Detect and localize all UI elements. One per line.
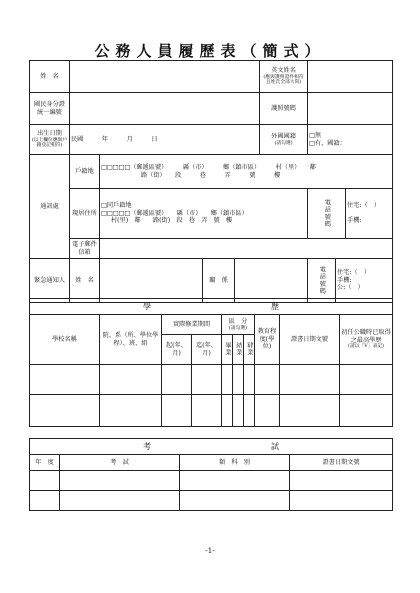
- same-as-household-checkbox[interactable]: □同戶籍地: [101, 201, 132, 209]
- emergency-relation-label: 關 係: [203, 259, 235, 303]
- passport-label: 護照號碼: [260, 93, 308, 125]
- exam-year-cell[interactable]: [30, 491, 60, 511]
- period-from-cell[interactable]: [162, 395, 192, 427]
- page-title: 公務人員履歷表（簡式）: [94, 42, 326, 60]
- education-table: [29, 298, 393, 427]
- completed-cell[interactable]: [233, 365, 244, 395]
- completed-header: 結業: [233, 335, 244, 365]
- current-address-field[interactable]: [100, 189, 308, 239]
- highest-education-cell[interactable]: [340, 395, 393, 427]
- foreign-label: 外國國籍 (請勾選): [260, 125, 308, 155]
- graduated-cell[interactable]: [222, 365, 233, 395]
- home-phone-field[interactable]: 住宅:（ ）: [347, 201, 381, 209]
- household-address-line1: □□□□□（郵遞區號） 縣（市） 鄉（鎮市區） 村（里） 鄰: [101, 163, 316, 171]
- household-address-line2: 路（街） 段 巷 弄 號 樓: [141, 171, 281, 179]
- emergency-name-label: 姓 名: [70, 259, 100, 303]
- birth-label: 出生日期 (以上欄位應與戶籍登記相符): [30, 125, 70, 155]
- dropped-cell[interactable]: [244, 395, 255, 427]
- exam-section-header: 考 試: [30, 439, 393, 455]
- highest-education-cell[interactable]: [340, 365, 393, 395]
- foreign-yes-checkbox[interactable]: □有，國籍：: [309, 139, 346, 147]
- english-name-field[interactable]: [308, 61, 393, 93]
- education-cert-cell[interactable]: [280, 365, 340, 395]
- period-from-cell[interactable]: [162, 365, 192, 395]
- period-to-cell[interactable]: [192, 395, 222, 427]
- emergency-name-field[interactable]: [100, 259, 203, 303]
- passport-field[interactable]: [308, 93, 393, 125]
- current-address-line2: 村(里) 鄰 路(街) 段 巷 弄 號 樓: [111, 217, 233, 225]
- period-to-cell[interactable]: [192, 365, 222, 395]
- exam-year-header: 年 度: [30, 455, 60, 471]
- current-address-label: 現居住所: [70, 189, 100, 239]
- department-header: 院、系（所、學位學程）、班、組: [100, 315, 162, 365]
- current-address-line1: □□□□□（郵遞區號） 縣（市） 鄉（鎮市區）: [101, 209, 248, 217]
- education-section-header: 學 歷: [30, 299, 393, 315]
- foreign-options[interactable]: [308, 125, 393, 155]
- phone-fields[interactable]: [346, 189, 393, 239]
- completed-cell[interactable]: [233, 395, 244, 427]
- education-level-header: 教育程度(學位): [255, 315, 280, 365]
- exam-cert-cell[interactable]: [290, 491, 393, 511]
- education-cert-cell[interactable]: [280, 395, 340, 427]
- study-period-header: 實際修業期間: [162, 315, 222, 335]
- page-number: -1-: [205, 547, 215, 555]
- department-cell[interactable]: [100, 365, 162, 395]
- dropped-cell[interactable]: [244, 365, 255, 395]
- exam-name-cell[interactable]: [60, 471, 180, 491]
- exam-cert-cell[interactable]: [290, 471, 393, 491]
- exam-row: [30, 491, 393, 511]
- id-field[interactable]: [70, 93, 260, 125]
- mobile-phone-field[interactable]: 手機:: [347, 217, 362, 225]
- education-row: [30, 365, 393, 395]
- graduated-header: 畢業: [222, 335, 233, 365]
- birth-field[interactable]: 民國 年 月 日: [70, 125, 260, 155]
- basic-info-table: [29, 60, 393, 303]
- emergency-home-phone[interactable]: 住宅:（ ）: [337, 268, 371, 276]
- exam-row: [30, 471, 393, 491]
- status-header: 區 分 (請勾選): [222, 315, 255, 335]
- phone-label: 電話號碼: [308, 189, 346, 239]
- education-cert-header: 證書日期文號: [280, 315, 340, 365]
- school-name-cell[interactable]: [30, 365, 100, 395]
- household-label: 戶籍地: [70, 155, 100, 189]
- emergency-office-phone[interactable]: 公:（ ）: [337, 284, 364, 292]
- household-address-field[interactable]: [100, 155, 393, 189]
- emergency-mobile-phone[interactable]: 手機:: [337, 276, 352, 284]
- exam-name-cell[interactable]: [60, 491, 180, 511]
- email-label: 電子郵件信箱: [70, 239, 100, 259]
- education-level-cell[interactable]: [255, 365, 280, 395]
- emergency-phone-label: 電話號碼: [308, 259, 336, 303]
- exam-table: [29, 438, 393, 511]
- exam-year-cell[interactable]: [30, 471, 60, 491]
- school-name-cell[interactable]: [30, 395, 100, 427]
- dropped-header: 肄業: [244, 335, 255, 365]
- name-label: 姓 名: [30, 61, 70, 93]
- exam-category-cell[interactable]: [180, 471, 290, 491]
- school-name-header: 學校名稱: [30, 315, 100, 365]
- education-row: [30, 395, 393, 427]
- name-field[interactable]: [70, 61, 260, 93]
- id-label: 國民身分證統一編號: [30, 93, 70, 125]
- exam-category-header: 類 科 別: [180, 455, 290, 471]
- education-level-cell[interactable]: [255, 395, 280, 427]
- exam-category-cell[interactable]: [180, 491, 290, 511]
- graduated-cell[interactable]: [222, 395, 233, 427]
- emergency-label: 緊急通知人: [30, 259, 70, 303]
- exam-cert-header: 證書日期文號: [290, 455, 393, 471]
- highest-education-header: 初任公職時已取得之最高學歷 (請以「V」表記): [340, 315, 393, 365]
- period-to-header: 迄(年、月): [192, 335, 222, 365]
- foreign-no-checkbox[interactable]: □無: [309, 131, 322, 139]
- period-from-header: 起(年、月): [162, 335, 192, 365]
- department-cell[interactable]: [100, 395, 162, 427]
- contact-label: 通訊處: [30, 155, 70, 259]
- email-field[interactable]: [100, 239, 393, 259]
- emergency-phone-fields[interactable]: [336, 259, 393, 303]
- emergency-relation-field[interactable]: [235, 259, 308, 303]
- exam-name-header: 考 試: [60, 455, 180, 471]
- english-name-label: 英文姓名 (應與護照證件相符且姓氏全部大寫): [260, 61, 308, 93]
